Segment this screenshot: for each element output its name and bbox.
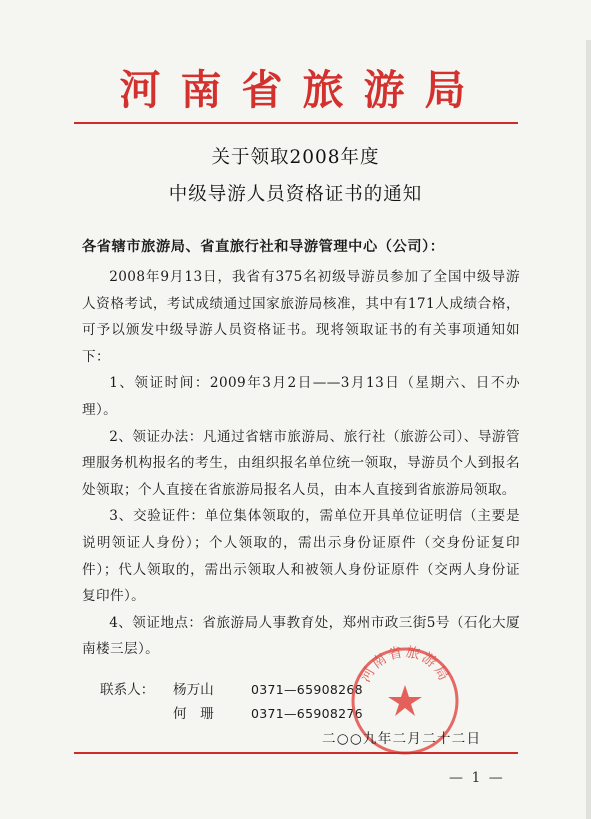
addressee: 各省辖市旅游局、省直旅行社和导游管理中心（公司）： bbox=[82, 239, 445, 255]
page-number: — 1 — bbox=[449, 770, 505, 786]
paragraph-item-1: 1、领证时间：2009年3月2日——3月13日（星期六、日不办理）。 bbox=[82, 375, 520, 418]
paragraph-intro: 2008年9月13日，我省有375名初级导游员参加了全国中级导游人资格考试，考试成绩通过国家旅游局核准，其中有171人成绩合格，可予以颁发中级导游人员资格证书。现将领取证书的有关事项通知如下： bbox=[82, 269, 520, 365]
notice-body bbox=[82, 264, 520, 663]
paragraph-item-2: 2、领证办法：凡通过省辖市旅游局、旅行社（旅游公司）、导游管理服务机构报名的考生，由组织报名单位统一领取，导游员个人到报名处领取；个人直接在省旅游局报名人员，由本人直接到省旅游局领取。 bbox=[82, 428, 520, 498]
page-edge-shadow bbox=[586, 40, 591, 819]
contact-phone: 0371—65908276 bbox=[251, 706, 363, 721]
contact-name: 何 珊 bbox=[173, 706, 214, 722]
paragraph-item-3: 3、交验证件：单位集体领取的，需单位开具单位证明信（主要是说明领证人身份）；个人领取的，需出示身份证原件（交身份证复印件）；代人领取的，需出示领取人和被领人身份证原件（交两人身份证复印件）。 bbox=[82, 508, 520, 605]
notice-title-line-1: 关于领取2008年度 bbox=[211, 147, 380, 168]
letterhead-rule bbox=[74, 122, 518, 124]
contact-name: 杨万山 bbox=[173, 682, 214, 698]
issue-date: 二○○九年二月二十二日 bbox=[322, 731, 482, 747]
footer-rule bbox=[74, 752, 518, 754]
svg-text:河南省旅游局: 河南省旅游局 bbox=[357, 645, 453, 686]
letterhead-title: 河南省旅游局 bbox=[119, 66, 486, 114]
notice-title-line-2: 中级导游人员资格证书的通知 bbox=[168, 184, 423, 205]
paragraph-item-4: 4、领证地点：省旅游局人事教育处，郑州市政三街5号（石化大厦南楼三层）。 bbox=[82, 614, 520, 658]
contact-label: 联系人： bbox=[100, 682, 155, 698]
contact-phone: 0371—65908268 bbox=[251, 682, 363, 697]
